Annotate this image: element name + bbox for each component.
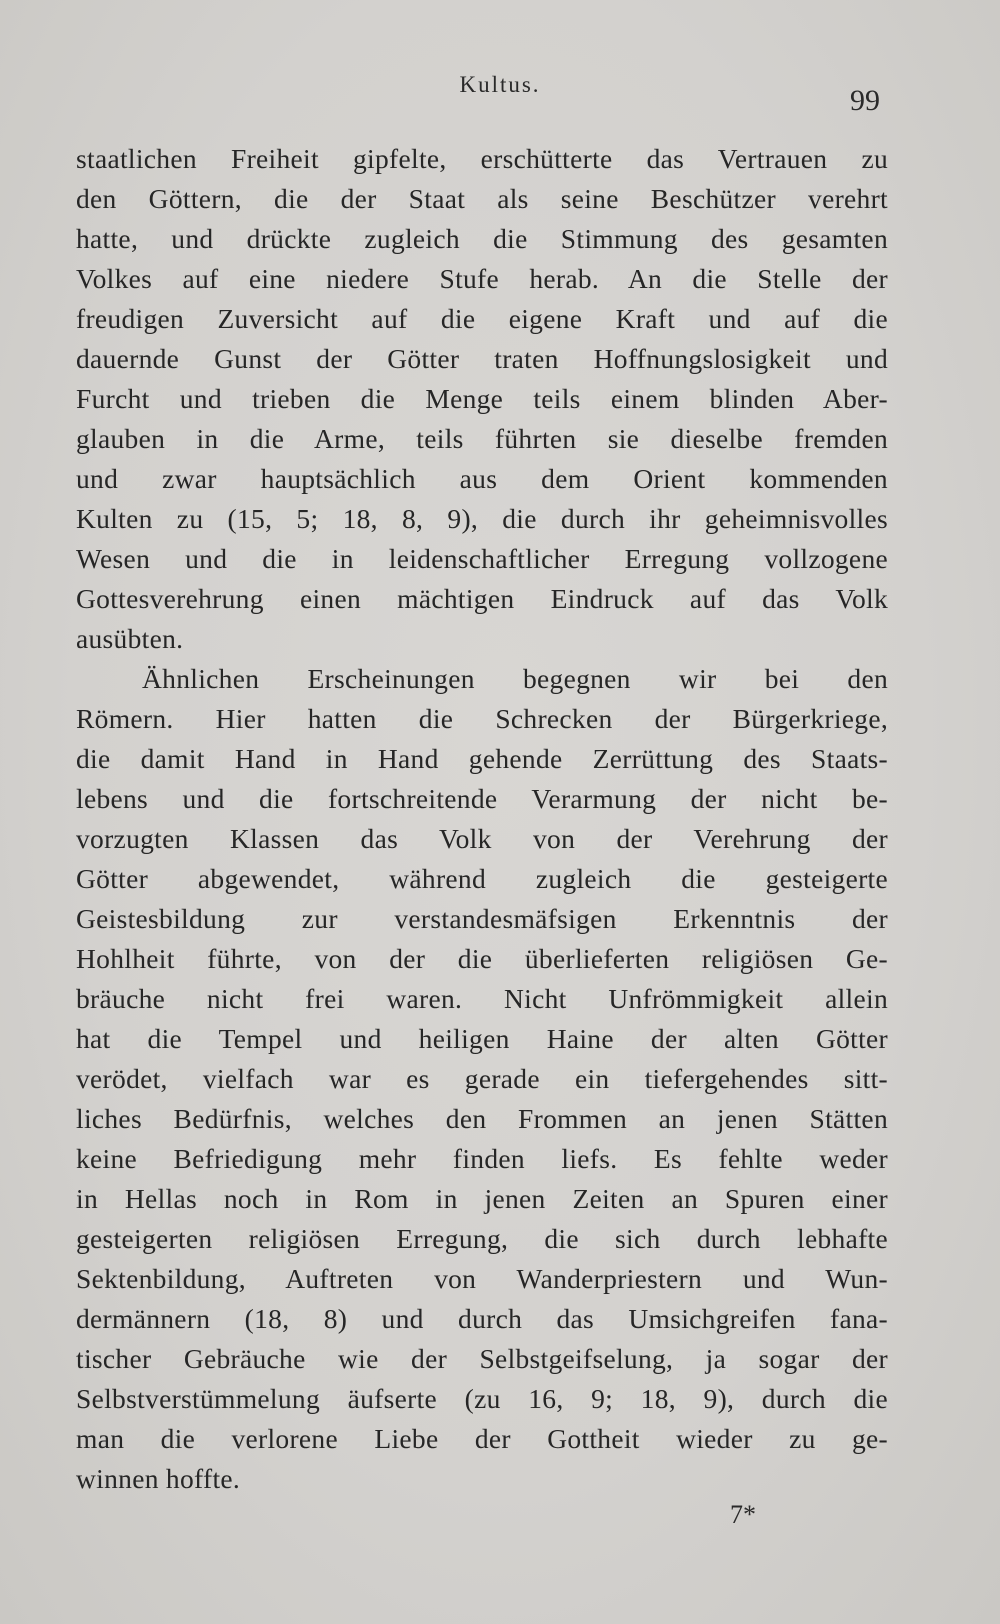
text-line: in Hellas noch in Rom in jenen Zeiten an Spuren einer: [76, 1183, 888, 1214]
text-line: freudigen Zuversicht auf die eigene Kraft und auf die: [76, 303, 888, 334]
text-line: dauernde Gunst der Götter traten Hoffnungslosigkeit und: [76, 343, 888, 374]
text-line: Geistesbildung zur verstandesmäfsigen Erkenntnis der: [76, 903, 888, 934]
text-line: Sektenbildung, Auftreten von Wanderpriestern und Wun-: [76, 1263, 888, 1294]
text-line: lebens und die fortschreitende Verarmung der nicht be-: [76, 783, 888, 814]
text-line: Römern. Hier hatten die Schrecken der Bürgerkriege,: [76, 703, 888, 734]
text-line: Wesen und die in leidenschaftlicher Erregung vollzogene: [76, 543, 888, 574]
text-line: Kulten zu (15, 5; 18, 8, 9), die durch ihr geheimnisvolles: [76, 503, 888, 534]
text-line: ausübten.: [76, 623, 184, 654]
text-line: Furcht und trieben die Menge teils einem blinden Aber-: [76, 383, 888, 414]
text-line: bräuche nicht frei waren. Nicht Unfrömmigkeit allein: [76, 983, 888, 1014]
text-line: tischer Gebräuche wie der Selbstgeifselung, ja sogar der: [76, 1343, 888, 1374]
text-line: gesteigerten religiösen Erregung, die sich durch lebhafte: [76, 1223, 888, 1254]
text-line: Gottesverehrung einen mächtigen Eindruck auf das Volk: [76, 583, 888, 614]
text-line: vorzugten Klassen das Volk von der Verehrung der: [76, 823, 888, 854]
running-head: Kultus.: [459, 72, 541, 97]
signature-mark: 7*: [730, 1500, 756, 1529]
text-line: hatte, und drückte zugleich die Stimmung des gesamten: [76, 223, 888, 254]
text-line: verödet, vielfach war es gerade ein tiefergehendes sitt-: [76, 1063, 888, 1094]
page-number: 99: [850, 84, 880, 117]
text-line: dermännern (18, 8) und durch das Umsichgreifen fana-: [76, 1303, 888, 1334]
text-line: den Göttern, die der Staat als seine Beschützer verehrt: [76, 183, 888, 214]
text-line: man die verlorene Liebe der Gottheit wieder zu ge-: [76, 1423, 888, 1454]
text-line: Götter abgewendet, während zugleich die gesteigerte: [76, 863, 888, 894]
text-line: hat die Tempel und heiligen Haine der alten Götter: [76, 1023, 888, 1054]
text-line: Selbstverstümmelung äufserte (zu 16, 9; 18, 9), durch die: [76, 1383, 888, 1414]
text-line: Ähnlichen Erscheinungen begegnen wir bei den: [142, 663, 888, 694]
text-line: winnen hoffte.: [76, 1463, 241, 1494]
text-line: Volkes auf eine niedere Stufe herab. An die Stelle der: [76, 263, 888, 294]
text-line: keine Befriedigung mehr finden liefs. Es fehlte weder: [76, 1143, 888, 1174]
text-line: staatlichen Freiheit gipfelte, erschütterte das Vertrauen zu: [76, 143, 888, 174]
text-line: Hohlheit führte, von der die überlieferten religiösen Ge-: [76, 943, 888, 974]
text-line: glauben in die Arme, teils führten sie dieselbe fremden: [76, 423, 888, 454]
text-line: und zwar hauptsächlich aus dem Orient kommenden: [76, 463, 888, 494]
text-line: liches Bedürfnis, welches den Frommen an jenen Stätten: [76, 1103, 888, 1134]
body-text: [76, 139, 888, 1499]
text-line: die damit Hand in Hand gehende Zerrüttung des Staats-: [76, 743, 888, 774]
